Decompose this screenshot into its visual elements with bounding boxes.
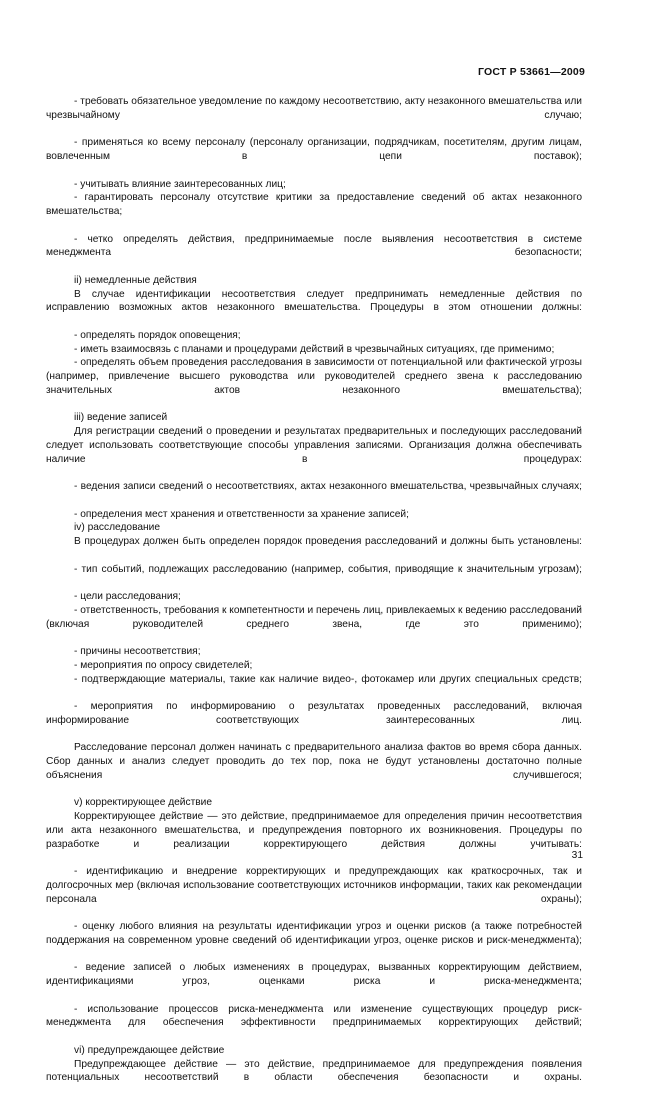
paragraph: Корректирующее действие — это действие, предпринимаемое для определения причин несоответствия или акта незаконного вмешательства, и предупреждения повторного их возникновения. Процедуры по разработке и реализации корректирующего действия должны учитывать:	[46, 811, 582, 850]
list-item: - тип событий, подлежащих расследованию (например, события, приводящие к значительным угрозам);	[74, 563, 582, 575]
list-item: - четко определять действия, предпринимаемые после выявления несоответствия в системе менеджмента безопасности;	[46, 233, 582, 259]
list-item: - учитывать влияние заинтересованных лиц;	[74, 178, 286, 190]
list-item: - подтверждающие материалы, такие как наличие видео-, фотокамер или других специальных средств;	[74, 673, 582, 685]
list-item: - ведения записи сведений о несоответствиях, актах незаконного вмешательства, чрезвычайных случаях;	[74, 481, 582, 492]
paragraph: Предупреждающее действие — это действие, предпринимаемое для предупреждения появления потенциальных несоответствий в области обеспечения безопасности и охраны.	[46, 1058, 582, 1084]
section-heading: ii) немедленные действия	[74, 274, 197, 286]
paragraph: В процедурах должен быть определен порядок проведения расследований и должны быть установлены:	[74, 536, 582, 547]
list-item: - определять объем проведения расследования в зависимости от потенциальной или фактической угрозы (например, привлечение высшего руководства или руководителей среднего звена к расследованию значительных актов незаконного вмешательства);	[46, 357, 582, 396]
list-item: - иметь взаимосвязь с планами и процедурами действий в чрезвычайных ситуациях, где применимо;	[74, 343, 555, 355]
section-heading: iv) расследование	[74, 522, 161, 534]
list-item: - оценку любого влияния на результаты идентификации угроз и оценки рисков (а также потребностей поддержания на современном уровне сведений об идентификации угроз, оценке рисков и риск-менеджмента);	[46, 921, 582, 946]
section-heading: vi) предупреждающее действие	[74, 1044, 225, 1056]
list-item: - ответственность, требования к компетентности и перечень лиц, привлекаемых к ведению расследований (включая руководителей среднего звена, где это применимо);	[46, 604, 582, 630]
section-heading: v) корректирующее действие	[74, 797, 213, 809]
list-item: - требовать обязательное уведомление по каждому несоответствию, акту незаконного вмешательства или чрезвычайному случаю;	[46, 96, 582, 121]
paragraph: В случае идентификации несоответствия следует предпринимать немедленные действия по исправлению возможных актов незаконного вмешательства. Процедуры в этом отношении должны:	[46, 288, 582, 314]
list-item: - идентификацию и внедрение корректирующих и предупреждающих как краткосрочных, так и долгосрочных мер (включая использование соответствующих источников информации, таких как рекомендации персонала охраны);	[46, 866, 582, 905]
list-item: - мероприятия по информированию о результатах проведенных расследований, включая информирование соответствующих заинтересованных лиц.	[46, 701, 582, 726]
list-item: - применяться ко всему персоналу (персоналу организации, подрядчикам, посетителям, другим лицам, вовлеченным в цепи поставок);	[46, 137, 582, 162]
page-number: 31	[571, 850, 583, 861]
paragraph: Для регистрации сведений о проведении и результатах предварительных и последующих расследований следует использовать соответствующие способы управления записями. Организация должна обеспечивать наличие в процедурах:	[46, 426, 582, 465]
list-item: - использование процессов риска-менеджмента или изменение существующих процедур риск-менеджмента для обеспечения эффективности предпринимаемых корректирующих действий;	[46, 1003, 582, 1029]
list-item: - определения мест хранения и ответственности за хранение записей;	[74, 508, 409, 520]
document-body	[46, 95, 582, 1099]
standard-header: ГОСТ Р 53661—2009	[477, 66, 585, 78]
list-item: - причины несоответствия;	[74, 646, 201, 657]
list-item: - определять порядок оповещения;	[74, 329, 241, 341]
list-item: - гарантировать персоналу отсутствие критики за предоставление сведений об актах незаконного вмешательства;	[46, 192, 582, 217]
paragraph: Расследование персонал должен начинать с предварительного анализа фактов во время сбора данных. Сбор данных и анализ следует проводить до тех пор, пока не будут установлены достаточно полные объяснения случившегося;	[46, 742, 582, 781]
list-item: - мероприятия по опросу свидетелей;	[74, 659, 253, 671]
list-item: - ведение записей о любых изменениях в процедурах, вызванных корректирующим действием, идентификациями угроз, оценками риска и риска-менеджмента;	[46, 962, 582, 987]
section-heading: iii) ведение записей	[74, 412, 168, 424]
list-item: - цели расследования;	[74, 591, 181, 602]
